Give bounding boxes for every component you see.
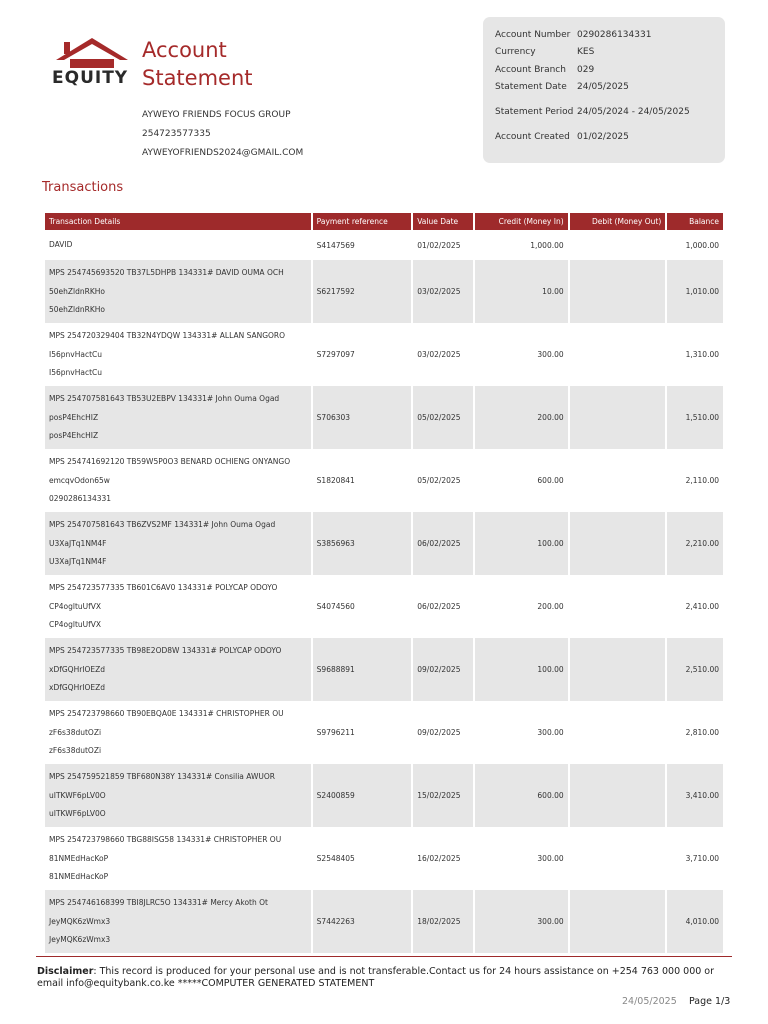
cell-balance: 3,710.00 [685,854,719,863]
cell-credit: 200.00 [537,602,564,611]
table-row [45,701,723,764]
cell-payment-reference: S6217592 [313,260,412,323]
cell-value-date: 06/02/2025 [413,512,473,575]
cell-value-date: 09/02/2025 [413,638,473,701]
cell-debit [570,386,666,449]
details-line: I56pnvHactCu [49,350,102,359]
table-row [45,449,723,512]
cell-value-date: 15/02/2025 [413,764,473,827]
cell-debit [570,323,666,386]
details-line: 50ehZldnRKHo [49,287,106,296]
cell-value-date: 03/02/2025 [417,350,461,359]
details-line: 81NMEdHacKoP [49,872,109,881]
details-line: posP4EhcHIZ [49,413,99,422]
cell-balance: 2,810.00 [685,728,719,737]
details-line: MPS 254723577335 TB601C6AV0 134331# POLYCAP ODOYO [49,583,278,592]
cell-balance: 1,510.00 [667,386,723,449]
details-line: uITKWF6pLV0O [49,809,106,818]
holder-name: AYWEYO FRIENDS FOCUS GROUP [142,110,291,120]
details-line: xDfGQHrIOEZd [49,683,106,692]
cell-payment-reference: S9796211 [316,728,355,737]
details-line: zF6s38dutOZi [49,746,102,755]
cell-debit [570,512,666,575]
footer-divider [36,956,732,957]
table-row [45,575,723,638]
cell-balance: 2,110.00 [685,476,719,485]
cell-debit [570,764,666,827]
cell-transaction-details [45,323,311,386]
account-holder [142,108,303,165]
details-line: U3XaJTq1NM4F [49,557,107,566]
table-row [45,764,723,827]
cell-debit [570,701,666,764]
details-line: MPS 254723798660 TB90EBQA0E 134331# CHRISTOPHER OU [49,709,284,718]
cell-payment-reference: S3856963 [313,512,412,575]
details-line: MPS 254745693520 TB37L5DHPB 134331# DAVID OUMA OCH [49,268,284,277]
details-line: MPS 254746168399 TBI8JLRC5O 134331# Mercy Akoth Ot [49,898,268,907]
details-line: MPS 254723577335 TB98E2OD8W 134331# POLYCAP ODOYO [49,646,282,655]
cell-credit: 300.00 [537,350,564,359]
cell-balance: 3,410.00 [667,764,723,827]
cell-payment-reference: S706303 [313,386,412,449]
details-line: MPS 254720329404 TB32N4YDQW 134331# ALLAN SANGORO [49,331,286,340]
cell-value-date: 05/02/2025 [413,386,473,449]
cell-value-date: 09/02/2025 [417,728,461,737]
table-row [45,230,723,260]
cell-credit: 100.00 [475,638,568,701]
cell-balance: 2,210.00 [667,512,723,575]
table-row [45,638,723,701]
cell-payment-reference: S2548405 [316,854,355,863]
holder-email: AYWEYOFRIENDS2024@GMAIL.COM [142,148,304,158]
details-line: MPS 254759521859 TBF680N38Y 134331# Consilia AWUOR [49,772,276,781]
details-line: MPS 254707581643 TB6ZVS2MF 134331# John Ouma Ogad [49,520,276,529]
details-line: MPS 254741692120 TB59W5P0O3 BENARD OCHIENG ONYANGO [49,457,291,466]
details-line: JeyMQK6zWmx3 [49,917,111,926]
cell-debit [570,827,666,890]
account-number-row: Account Number 0290286134331 [495,29,652,40]
details-line: CP4ogltuUfVX [49,620,102,629]
account-branch-row: Account Branch 029 [495,64,595,75]
cell-value-date: 06/02/2025 [417,602,461,611]
cell-value-date: 16/02/2025 [417,854,461,863]
col-debit: Debit (Money Out) [570,213,666,230]
cell-credit: 1,000.00 [530,240,564,250]
cell-payment-reference: S4074560 [316,602,355,611]
details-line: MPS 254707581643 TB53U2EBPV 134331# John Ouma Ogad [49,394,280,403]
cell-credit: 600.00 [475,764,568,827]
equity-logo [52,36,132,92]
cell-debit [570,575,666,638]
table-row [45,323,723,386]
details-line: CP4ogltuUfVX [49,602,102,611]
table-row [45,512,723,575]
account-info-box [483,17,725,163]
cell-debit [570,890,666,953]
cell-balance: 1,000.00 [685,240,719,250]
details-line: 0290286134331 [49,494,112,503]
cell-credit: 200.00 [475,386,568,449]
cell-payment-reference: S7297097 [316,350,355,359]
table-row [45,260,723,323]
cell-credit: 100.00 [475,512,568,575]
details-line: posP4EhcHIZ [49,431,99,440]
cell-payment-reference: S9688891 [313,638,412,701]
cell-balance: 2,510.00 [667,638,723,701]
cell-credit: 300.00 [537,854,564,863]
details-line: DAVID [49,240,73,249]
cell-payment-reference: S1820841 [316,476,355,485]
cell-transaction-details [45,386,311,449]
cell-value-date: 03/02/2025 [413,260,473,323]
cell-credit: 600.00 [537,476,564,485]
cell-value-date: 01/02/2025 [417,240,461,250]
cell-transaction-details [45,260,311,323]
col-payment-reference: Payment reference [313,213,412,230]
details-line: I56pnvHactCu [49,368,102,377]
details-line: MPS 254723798660 TBG88ISG58 134331# CHRISTOPHER OU [49,835,282,844]
col-balance: Balance [667,213,723,230]
account-created-row: Account Created 01/02/2025 [495,131,629,142]
disclaimer: Disclaimer: This record is produced for your personal use and is not transferable.Contact us for 24 hours assistance on +254 763 000 000 or email info@equitybank.co.ke *****COMPUTER GENERATED STATEMENT [37,966,715,989]
cell-transaction-details [45,890,311,953]
transactions-table [43,213,725,953]
cell-payment-reference: S4147569 [316,240,355,250]
cell-transaction-details [45,764,311,827]
cell-payment-reference: S2400859 [313,764,412,827]
details-line: 50ehZldnRKHo [49,305,106,314]
cell-balance: 4,010.00 [667,890,723,953]
table-row [45,386,723,449]
cell-balance: 2,410.00 [685,602,719,611]
details-line: 81NMEdHacKoP [49,854,109,863]
details-line: xDfGQHrIOEZd [49,665,106,674]
page-title: Account Statement [142,38,253,90]
cell-debit [570,260,666,323]
cell-debit [570,638,666,701]
details-line: zF6s38dutOZi [49,728,102,737]
cell-transaction-details [45,449,311,512]
cell-credit: 300.00 [475,890,568,953]
transactions-heading: Transactions [42,180,124,195]
footer-date: 24/05/2025 [622,996,677,1007]
details-line: U3XaJTq1NM4F [49,539,107,548]
cell-transaction-details [45,638,311,701]
details-line: JeyMQK6zWmx3 [49,935,111,944]
house-roof-icon [52,36,132,70]
cell-debit [570,449,666,512]
details-line: emcqvOdon65w [49,476,110,485]
cell-transaction-details [45,701,311,764]
cell-payment-reference: S7442263 [313,890,412,953]
col-transaction-details: Transaction Details [45,213,311,230]
holder-phone: 254723577335 [142,129,211,139]
cell-credit: 10.00 [475,260,568,323]
logo-wordmark: EQUITY [52,68,129,88]
cell-transaction-details [45,827,311,890]
table-header-row [45,213,723,230]
table-row [45,890,723,953]
details-line: uITKWF6pLV0O [49,791,106,800]
statement-date-row: Statement Date 24/05/2025 [495,82,629,93]
transactions-body [45,230,723,953]
col-value-date: Value Date [413,213,473,230]
statement-period-row: Statement Period 24/05/2024 - 24/05/2025 [495,107,690,117]
page-number: Page 1/3 [689,996,731,1007]
table-row [45,827,723,890]
currency-row: Currency KES [495,47,595,58]
cell-transaction-details [45,512,311,575]
cell-transaction-details [45,230,311,260]
cell-balance: 1,010.00 [667,260,723,323]
cell-value-date: 05/02/2025 [417,476,461,485]
col-credit: Credit (Money In) [475,213,568,230]
cell-credit: 300.00 [537,728,564,737]
cell-debit [570,230,666,260]
cell-balance: 1,310.00 [685,350,719,359]
cell-transaction-details [45,575,311,638]
cell-value-date: 18/02/2025 [413,890,473,953]
